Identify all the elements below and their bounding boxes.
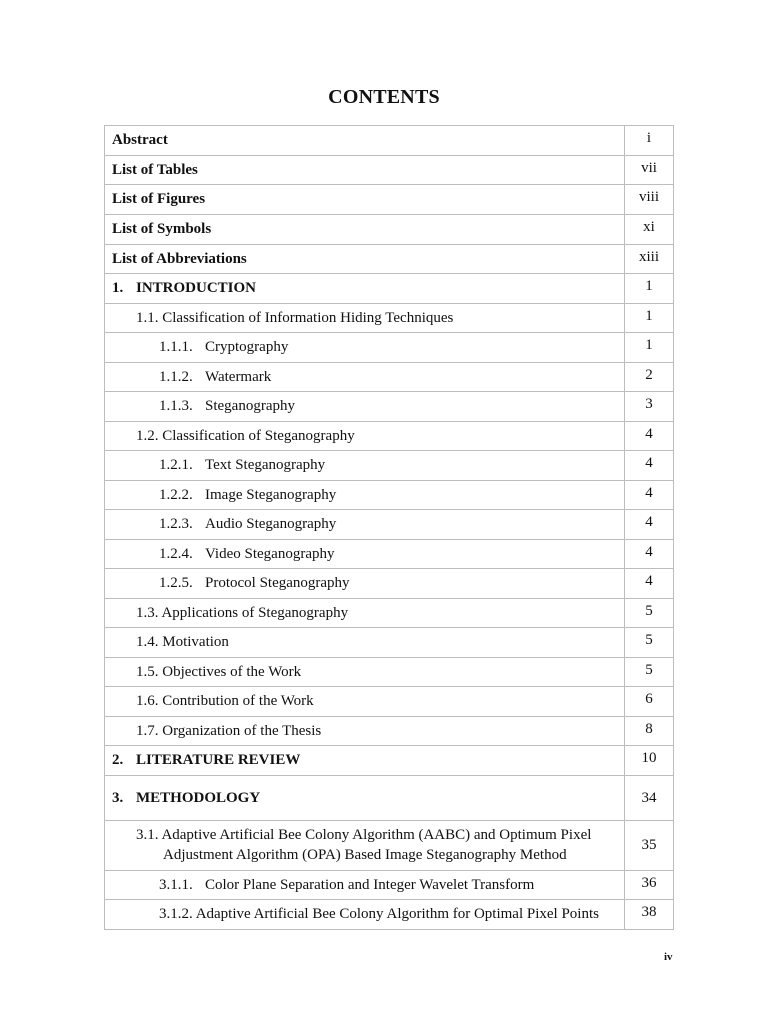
toc-row-1-4 bbox=[105, 628, 674, 658]
toc-row-list-of-abbreviations bbox=[105, 245, 674, 274]
toc-entry bbox=[105, 821, 625, 871]
toc-entry bbox=[105, 451, 625, 481]
toc-number: 1. bbox=[112, 280, 124, 296]
toc-title: List of Symbols bbox=[112, 221, 212, 237]
toc-title: Adaptive Artificial Bee Colony Algorithm for Optimal Pixel Points bbox=[195, 906, 599, 922]
toc-row-1-3 bbox=[105, 599, 674, 628]
toc-entry bbox=[105, 599, 625, 628]
toc-row-list-of-symbols bbox=[105, 215, 674, 245]
toc-page: 4 bbox=[625, 422, 674, 451]
toc-title: List of Tables bbox=[112, 161, 198, 178]
toc-row-list-of-figures bbox=[105, 185, 674, 215]
toc-page: 4 bbox=[625, 540, 674, 569]
toc-entry bbox=[105, 900, 625, 930]
toc-number: 2. bbox=[112, 752, 124, 768]
toc-title-line2: Adjustment Algorithm (OPA) Based Image Steganography Method bbox=[163, 846, 567, 863]
toc-title: Classification of Information Hiding Techniques bbox=[162, 309, 454, 326]
toc-entry bbox=[105, 687, 625, 717]
toc-page: vii bbox=[625, 156, 674, 185]
toc-number: 1.2.5. bbox=[159, 575, 193, 591]
page-number: iv bbox=[664, 951, 673, 963]
toc-entry bbox=[105, 510, 625, 540]
toc-page: 4 bbox=[625, 510, 674, 540]
toc-row-1-5 bbox=[105, 658, 674, 687]
toc-page: 34 bbox=[625, 776, 674, 821]
toc-number: 1.2.2. bbox=[159, 486, 193, 503]
toc-entry bbox=[105, 658, 625, 687]
toc-number: 1.2.1. bbox=[159, 457, 193, 473]
toc-row-chapter-3 bbox=[105, 776, 674, 821]
toc-page: 38 bbox=[625, 900, 674, 930]
toc-title: Motivation bbox=[162, 634, 229, 650]
toc-entry bbox=[105, 126, 625, 156]
toc-page: 4 bbox=[625, 481, 674, 510]
toc-entry bbox=[105, 569, 625, 599]
toc-row-1-6 bbox=[105, 687, 674, 717]
toc-title: LITERATURE REVIEW bbox=[136, 752, 301, 768]
toc-title: Contribution of the Work bbox=[162, 693, 314, 709]
toc-entry bbox=[105, 185, 625, 215]
toc-page: 3 bbox=[625, 392, 674, 422]
toc-entry bbox=[105, 776, 625, 821]
page-title: CONTENTS bbox=[328, 86, 440, 108]
toc-entry bbox=[105, 156, 625, 185]
toc-title: Video Steganography bbox=[205, 545, 335, 562]
toc-number: 1.2.4. bbox=[159, 545, 193, 562]
toc-page: 1 bbox=[625, 304, 674, 333]
toc-number: 3. bbox=[112, 789, 124, 806]
toc-page: 5 bbox=[625, 658, 674, 687]
toc-row-chapter-1 bbox=[105, 274, 674, 304]
toc-page: xiii bbox=[625, 245, 674, 274]
toc-row-1-2-4 bbox=[105, 540, 674, 569]
toc-title-line1: Adaptive Artificial Bee Colony Algorithm (AABC) and Optimum Pixel bbox=[161, 826, 592, 843]
toc-title: Classification of Steganography bbox=[162, 427, 355, 444]
toc-number: 3.1. bbox=[136, 826, 159, 843]
toc-title: Image Steganography bbox=[205, 486, 337, 503]
contents-table bbox=[104, 125, 674, 930]
toc-row-1-2-5 bbox=[105, 569, 674, 599]
toc-row-chapter-2 bbox=[105, 746, 674, 776]
toc-page: 10 bbox=[625, 746, 674, 776]
toc-entry bbox=[105, 392, 625, 422]
toc-page: 4 bbox=[625, 569, 674, 599]
toc-row-3-1 bbox=[105, 821, 674, 871]
toc-title: List of Figures bbox=[112, 191, 206, 207]
toc-row-3-1-1 bbox=[105, 871, 674, 900]
toc-title: Color Plane Separation and Integer Wavelet Transform bbox=[205, 876, 535, 893]
toc-page: 8 bbox=[625, 717, 674, 746]
toc-row-1-2 bbox=[105, 422, 674, 451]
toc-title: Organization of the Thesis bbox=[162, 722, 322, 739]
toc-page: 2 bbox=[625, 363, 674, 392]
toc-entry bbox=[105, 274, 625, 304]
toc-entry bbox=[105, 540, 625, 569]
toc-entry bbox=[105, 363, 625, 392]
toc-number: 1.3. bbox=[136, 604, 159, 621]
toc-number: 1.7. bbox=[136, 722, 159, 739]
toc-page: 5 bbox=[625, 599, 674, 628]
toc-number: 1.1. bbox=[136, 309, 159, 326]
toc-row-1-1 bbox=[105, 304, 674, 333]
toc-row-abstract bbox=[105, 126, 674, 156]
toc-page: xi bbox=[625, 215, 674, 245]
toc-title: Objectives of the Work bbox=[162, 663, 302, 680]
toc-entry bbox=[105, 304, 625, 333]
toc-number: 1.1.2. bbox=[159, 368, 193, 385]
toc-title: Applications of Steganography bbox=[161, 604, 349, 621]
toc-entry bbox=[105, 717, 625, 746]
toc-row-1-7 bbox=[105, 717, 674, 746]
toc-page: 35 bbox=[625, 821, 674, 871]
toc-title: Watermark bbox=[205, 368, 272, 385]
toc-title: Cryptography bbox=[205, 339, 289, 355]
toc-number: 1.1.3. bbox=[159, 398, 193, 414]
toc-page: viii bbox=[625, 185, 674, 215]
toc-entry bbox=[105, 215, 625, 245]
toc-entry bbox=[105, 746, 625, 776]
toc-page: i bbox=[625, 126, 674, 156]
toc-title: Audio Steganography bbox=[205, 516, 337, 532]
toc-number: 1.6. bbox=[136, 693, 159, 709]
toc-number: 1.5. bbox=[136, 663, 159, 680]
toc-number: 3.1.2. bbox=[159, 906, 193, 922]
toc-page: 36 bbox=[625, 871, 674, 900]
toc-number: 1.2. bbox=[136, 427, 159, 444]
toc-title: METHODOLOGY bbox=[136, 789, 261, 806]
toc-row-3-1-2 bbox=[105, 900, 674, 930]
toc-number: 1.2.3. bbox=[159, 516, 193, 532]
toc-entry bbox=[105, 628, 625, 658]
toc-row-1-2-1 bbox=[105, 451, 674, 481]
toc-row-1-1-2 bbox=[105, 363, 674, 392]
toc-row-1-1-3 bbox=[105, 392, 674, 422]
toc-entry bbox=[105, 245, 625, 274]
toc-number: 1.4. bbox=[136, 634, 159, 650]
toc-title: Abstract bbox=[112, 132, 168, 148]
toc-title: Steganography bbox=[205, 398, 295, 414]
toc-page: 5 bbox=[625, 628, 674, 658]
toc-row-1-2-2 bbox=[105, 481, 674, 510]
toc-entry bbox=[105, 422, 625, 451]
toc-title: Protocol Steganography bbox=[205, 575, 350, 591]
toc-title: INTRODUCTION bbox=[136, 280, 257, 296]
toc-entry bbox=[105, 871, 625, 900]
toc-row-list-of-tables bbox=[105, 156, 674, 185]
toc-page: 1 bbox=[625, 274, 674, 304]
toc-entry bbox=[105, 481, 625, 510]
toc-number: 3.1.1. bbox=[159, 876, 193, 893]
toc-page: 4 bbox=[625, 451, 674, 481]
toc-entry bbox=[105, 333, 625, 363]
toc-page: 1 bbox=[625, 333, 674, 363]
toc-row-1-2-3 bbox=[105, 510, 674, 540]
toc-title: List of Abbreviations bbox=[112, 250, 247, 267]
toc-row-1-1-1 bbox=[105, 333, 674, 363]
toc-title: Text Steganography bbox=[205, 457, 326, 473]
toc-number: 1.1.1. bbox=[159, 339, 193, 355]
toc-page: 6 bbox=[625, 687, 674, 717]
